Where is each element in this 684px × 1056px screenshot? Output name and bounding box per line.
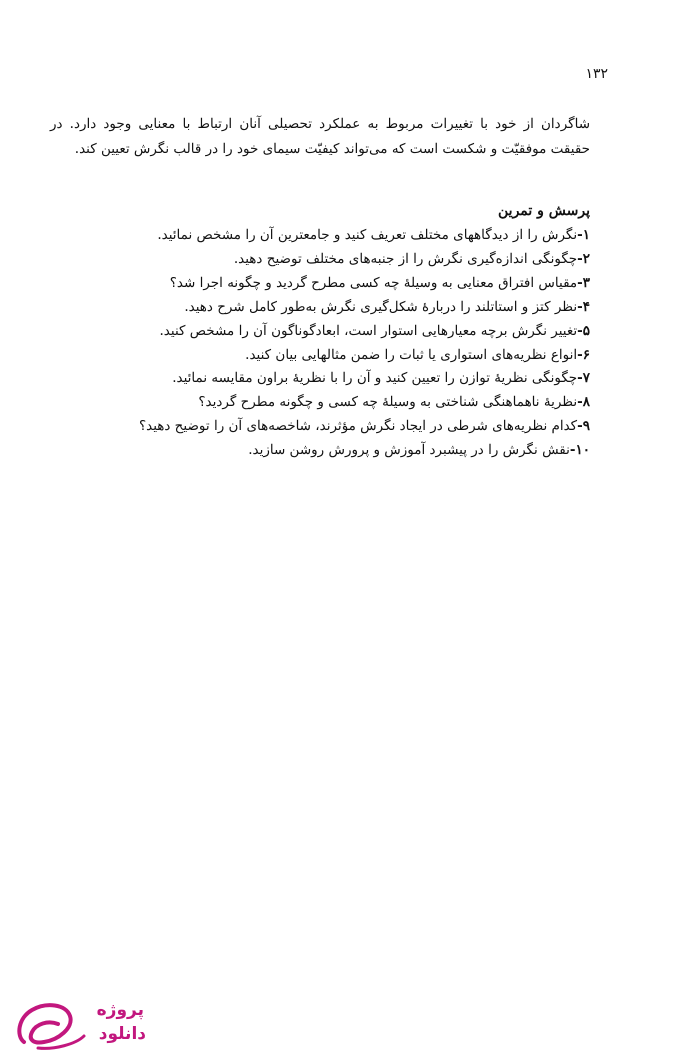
question-text: نظریهٔ ناهماهنگی شناختی به وسیلهٔ چه کسی و چگونه مطرح گردید؟ <box>198 394 578 411</box>
question-number: ۱۰- <box>569 442 590 459</box>
question-text: انواع نظریه‌های استواری یا ثبات را ضمن مثالهایی بیان کنید. <box>245 346 578 363</box>
question-number: ۶- <box>577 346 590 363</box>
question-item <box>110 391 590 415</box>
question-number: ۵- <box>577 322 590 339</box>
question-text: چگونگی اندازه‌گیری نگرش را از جنبه‌های مختلف توضیح دهید. <box>233 250 578 267</box>
question-number: ۱- <box>577 227 590 243</box>
question-item <box>110 296 590 320</box>
question-number: ۹- <box>577 418 590 435</box>
watermark-logo <box>14 996 146 1052</box>
question-text: چگونگی نظریهٔ توازن را تعیین کنید و آن را با نظریهٔ براون مقایسه نمائید. <box>172 370 578 387</box>
section-title: پرسش و تمرین <box>498 203 590 219</box>
question-number: ۳- <box>577 274 590 291</box>
question-list <box>110 224 590 463</box>
watermark-text-line2: دانلود <box>98 1024 146 1044</box>
exercises-section <box>110 198 590 463</box>
watermark-text-line1: پروژه <box>96 1000 144 1020</box>
question-item <box>110 248 590 272</box>
question-item <box>110 272 590 296</box>
question-item <box>110 439 590 463</box>
question-text: نظر کتز و استاتلند را دربارهٔ شکل‌گیری نگرش به‌طور کامل شرح دهید. <box>184 298 578 315</box>
question-text: تغییر نگرش برچه معیارهایی استوار است، ابعادگوناگون آن را مشخص کنید. <box>159 322 578 339</box>
question-number: ۷- <box>577 370 590 387</box>
intro-paragraph: شاگردان از خود با تغییرات مربوط به عملکرد تحصیلی آنان ارتباط با معنایی وجود دارد. در حقیقت موفقیّت و شکست است که می‌تواند کیفیّت سیمای خود را در قالب نگرش تعیین کند. <box>50 116 590 157</box>
question-text: مقیاس افتراق معنایی به وسیلهٔ چه کسی مطرح گردید و چگونه اجرا شد؟ <box>169 274 578 291</box>
question-text: کدام نظریه‌های شرطی در ایجاد نگرش مؤثرند، شاخصه‌های آن را توضیح دهید؟ <box>138 418 578 435</box>
question-text: نگرش را از دیدگاههای مختلف تعریف کنید و جامعترین آن را مشخص نمائید. <box>157 227 578 243</box>
question-item <box>110 224 590 248</box>
question-item <box>110 415 590 439</box>
question-item <box>110 367 590 391</box>
question-item <box>110 320 590 344</box>
question-item <box>110 344 590 368</box>
question-text: نقش نگرش را در پیشبرد آموزش و پرورش روشن سازید. <box>248 442 570 459</box>
page-number: ۱۳۲ <box>585 66 608 82</box>
question-number: ۲- <box>577 250 590 267</box>
question-number: ۸- <box>577 394 590 411</box>
question-number: ۴- <box>577 298 590 315</box>
